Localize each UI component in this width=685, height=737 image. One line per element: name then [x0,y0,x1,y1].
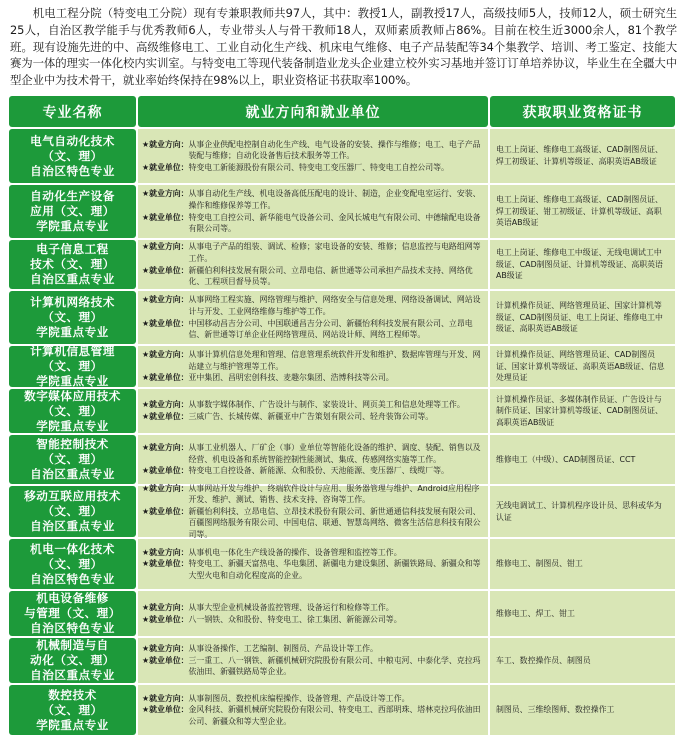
certificates-cell [490,685,675,735]
employment-direction-label: ★就业方向： [142,547,189,557]
major-name-cell [9,638,136,683]
major-name-line: 自治区特色专业 [30,621,115,635]
major-name-line: 电子信息工程 [36,242,109,256]
employment-cell [138,389,488,433]
employment-cell [138,435,488,484]
employment-unit-text: 新疆伯利科技发展有限公司、立昂电信、新世通等公司承担产品技术支持、网络优化、工程项目督导员等。 [188,265,473,287]
employment-direction-label: ★就业方向： [142,350,189,360]
employment-direction [142,139,484,162]
employment-cell [138,685,488,735]
major-name-line: 自治区重点专业 [30,519,115,533]
major-table [9,96,677,737]
employment-direction [142,349,484,372]
employment-unit [142,465,484,477]
employment-unit-label: ★就业单位： [142,373,189,383]
employment-unit [142,704,484,727]
table-row [9,685,677,735]
certificates-cell [490,389,675,433]
header-employment: 就业方向和就业单位 [138,96,488,127]
employment-direction-label: ★就业方向： [142,242,189,252]
major-name-cell [9,291,136,344]
employment-unit-label: ★就业单位： [142,559,189,569]
major-name-line: 数控技术 [48,687,97,702]
certificates-cell [490,435,675,484]
employment-direction [142,241,484,264]
certificates-text: 车工、数控操作员、制图员 [496,655,591,665]
major-name-line: 学院重点专业 [36,325,109,339]
employment-direction-text: 从事电子产品的组装、调试、检修；家电设备的安装、维修；信息监控与电路组网等工作。 [188,242,481,263]
certificates-cell [490,486,675,537]
employment-unit-text: 八一钢铁、众和股份、特变电工、徐工集团、新能源公司等。 [188,614,402,624]
major-name-line: （文、理） [42,504,103,518]
employment-cell [138,240,488,289]
employment-unit-text: 特变电工、新疆天富热电、华电集团、新疆电力建设集团、新疆铁路局、新疆众和等大型火电和自动化程度高的企业。 [188,559,481,580]
major-name-cell [9,591,136,636]
employment-cell [138,483,488,539]
table-row [9,389,677,433]
certificates-text: 维修电工、焊工、钳工 [496,608,575,618]
table-row [9,291,677,344]
employment-unit-text: 新疆怡利科技、立昂电信、立昂技术股份有限公司、新世通通信科技发展有限公司、百疆图网络服务有限公司、中国电信、联通、智慧岛网络、微客生活信息科技有限公司等。 [188,506,481,539]
table-row [9,346,677,387]
employment-unit-label: ★就业单位： [142,412,189,421]
certificates-text: 电工上岗证、维修电工高级证、CAD制图员证、焊工初级证、钳工初级证、计算机等级证、高职英语AB级证 [496,195,663,228]
certificates-cell [490,591,675,636]
table-row [9,435,677,484]
employment-cell [138,591,488,636]
employment-unit-label: ★就业单位： [142,265,189,275]
table-body [9,129,677,735]
employment-direction [142,693,484,705]
major-name-line: 学院重点专业 [36,374,109,388]
major-name-line: 电气自动化技术 [30,133,115,148]
employment-unit-text: 三威广告、长城传媒、新疆亚中广告策划有限公司、轻舟装饰公司等。 [188,412,434,421]
certificates-text: 维修电工、制图员、钳工 [496,559,583,569]
employment-direction-label: ★就业方向： [142,602,189,612]
major-name-cell [9,685,136,735]
employment-unit [142,655,484,678]
employment-direction [142,547,484,559]
employment-direction [142,643,484,655]
employment-direction-label: ★就业方向： [142,443,189,453]
table-row [9,129,677,183]
header-major-name: 专业名称 [9,96,136,127]
table-row [9,539,677,589]
employment-unit-text: 亚中集团、昌明宏创科技、麦趣尔集团、浩博科技等公司。 [188,373,394,383]
employment-cell [138,539,488,589]
major-name-line: （文、理） [42,403,103,418]
employment-unit [142,372,484,384]
major-name-line: （文、理） [42,452,103,466]
major-name-cell [9,185,136,238]
major-name-line: 自治区重点专业 [30,272,115,286]
employment-unit-label: ★就业单位： [142,162,189,172]
certificates-cell [490,346,675,387]
employment-cell [138,185,488,238]
employment-unit-text: 三一重工、八一钢铁、新疆机械研究院股份有限公司、中粮屯河、中泰化学、克拉玛依油田、新疆铁路局等企业。 [188,655,481,677]
employment-direction-label: ★就业方向： [142,644,189,654]
employment-cell [138,638,488,683]
employment-unit-label: ★就业单位： [142,506,189,516]
major-name-line: 自治区特色专业 [30,163,115,178]
employment-unit [142,162,484,174]
intro-paragraph: 机电工程分院（特变电工分院）现有专兼职教师共97人，其中：教授1人，副教授17人，高级技师5人，技师12人，硕士研究生25人，自治区教学能手与优秀教师6人，专业带头人与骨干教师18人，双师素质教师占86%。目前在校生近3000余人，81个教学班。现有设施先进的中、高级维修电工、工业自动化生产线、机床电气维修、电子产品装配等34个集教学、培训、考工鉴定、技能大赛为一体的理实一体化校内实训室。与特变电工等现代装备制造业龙头企业建立校外实习基地并签订订单培养协议，毕业生在全疆大中型企业中为技术骨干，就业率始终保持在98%以上，职业资格证书获取率100%。 [10,6,677,88]
certificates-text: 电工上岗证、维修电工中级证、无线电调试工中级证、CAD制图员证、计算机等级证、高职英语AB级证 [496,248,663,281]
certificates-text: 维修电工（中级）、CAD制图员证、CCT [496,454,636,464]
certificates-cell [490,638,675,683]
employment-unit-text: 金风科技、新疆机械研究院股份有限公司、特变电工、西部明珠、塔林克拉玛依油田公司、新疆众和等大型企业。 [188,705,481,726]
employment-direction-text: 从事设备操作、工艺编制、制图员、产品设计等工作。 [188,644,378,654]
major-name-line: 机电设备维修 [36,591,109,605]
employment-direction-label: ★就业方向： [142,693,189,703]
certificates-text: 无线电调试工、计算机程序设计员、思科或华为认证 [496,500,662,522]
major-name-line: 计算机网络技术 [30,295,115,309]
employment-unit [142,265,484,288]
certificates-cell [490,129,675,183]
major-name-line: 与管理（文、理） [24,606,121,620]
employment-unit-label: ★就业单位： [142,614,189,624]
employment-unit [142,212,484,235]
employment-direction-label: ★就业方向： [142,483,189,493]
major-name-line: 学院重点专业 [36,717,109,732]
employment-direction-text: 从事自动化生产线、机电设备高低压配电的设计、制造，企业变配电室运行、安装、操作和维修保养等工作。 [188,189,481,210]
major-name-cell [9,240,136,289]
employment-cell [138,129,488,183]
employment-direction [142,399,484,411]
major-name-line: （文、理） [42,702,103,717]
certificates-text: 计算机操作员证、网络管理员证、国家计算机等级证、CAD制图员证、电工上岗证、维修电工中级证、高职英语AB级证 [496,301,663,334]
employment-unit [142,614,484,626]
employment-unit [142,558,484,581]
table-row [9,591,677,636]
header-certificates: 获取职业资格证书 [490,96,675,127]
table-header [9,96,677,127]
employment-direction-label: ★就业方向： [142,189,189,199]
employment-direction-text: 从事机电一体化生产线设备的操作、设备管理和监控等工作。 [188,547,402,557]
employment-unit-text: 特变电工新能源股份有限公司、特变电工变压器厂、特变电工自控公司等。 [188,162,449,172]
major-name-line: 移动互联应用技术 [24,489,121,503]
major-name-line: 自治区重点专业 [30,668,115,682]
major-name-line: 智能控制技术 [36,437,109,451]
major-name-line: 自治区特色专业 [30,571,115,586]
major-name-line: （文、理） [42,148,103,163]
table-row [9,240,677,289]
employment-direction [142,442,484,465]
employment-direction-text: 从事数字媒体制作、广告设计与制作、家装设计、网页美工和信息处理等工作。 [188,400,465,410]
employment-direction [142,602,484,614]
certificates-text: 电工上岗证、维修电工高级证、CAD制图员证、焊工初级证、计算机等级证、高职英语AB级证 [496,145,663,166]
major-name-line: 学院重点专业 [36,219,109,233]
employment-unit [142,506,484,541]
major-name-line: 技术（文、理） [30,257,115,271]
major-name-line: （文、理） [42,556,103,571]
major-name-line: 机电一体化技术 [30,541,115,556]
major-name-line: （文、理） [42,359,103,373]
employment-unit-label: ★就业单位： [142,655,189,665]
major-name-line: 应用（文、理） [30,204,115,218]
employment-direction [142,294,484,317]
employment-cell [138,346,488,387]
certificates-cell [490,539,675,589]
employment-direction-text: 从事企业供配电控制自动化生产线、电气设备的安装、操作与维修；电工、电子产品装配与维修；自动化设备售后技术服务等工作。 [188,139,481,161]
major-name-line: 自动化生产设备 [30,189,115,203]
certificates-cell [490,240,675,289]
major-name-line: 学院重点专业 [36,418,109,433]
major-name-cell [9,346,136,387]
major-name-cell [9,486,136,537]
employment-direction-label: ★就业方向： [142,139,189,149]
major-name-line: 数字媒体应用技术 [24,388,121,403]
employment-unit-label: ★就业单位： [142,318,189,328]
certificates-cell [490,291,675,344]
employment-unit-label: ★就业单位： [142,466,189,476]
employment-direction [142,188,484,211]
major-name-line: 计算机信息管理 [30,344,115,358]
employment-direction-text: 从事工业机器人、厂矿企（事）业单位等智能化设备的维护、调度、装配、销售以及经营、机电设备和系统智能控制性能测试、集成、传感网络实施等工作。 [188,443,481,464]
employment-unit [142,318,484,341]
table-row [9,185,677,238]
major-name-cell [9,539,136,589]
employment-direction-text: 从事制图员、数控机床编程操作、设备管理、产品设计等工作。 [188,693,410,703]
employment-direction-text: 从事网站开发与维护、终端软件设计与应用、服务器管理与维护、Android应用程序开发、维护、测试、销售、技术支持、咨询等工作。 [188,483,480,505]
major-name-line: 机械制造与自 [36,638,109,652]
major-name-cell [9,389,136,433]
certificates-text: 计算机操作员证、多媒体制作员证、广告设计与制作员证、国家计算机等级证、CAD制图员证、高职英语AB级证 [496,394,663,427]
employment-direction-label: ★就业方向： [142,295,189,305]
employment-direction-text: 从事网络工程实施、网络管理与维护、网络安全与信息处理、网络设备调试、网站设计与开发、工业网络维修与维护等工作。 [188,295,481,316]
employment-direction-text: 从事大型企业机械设备监控管理、设备运行和检修等工作。 [188,602,394,612]
table-row [9,638,677,683]
employment-direction-label: ★就业方向： [142,400,189,410]
major-name-cell [9,129,136,183]
major-name-cell [9,435,136,484]
employment-direction [142,483,484,506]
employment-unit [142,411,484,423]
major-name-line: 自治区重点专业 [30,467,115,481]
employment-unit-label: ★就业单位： [142,212,189,222]
employment-unit-label: ★就业单位： [142,705,189,715]
certificates-cell [490,185,675,238]
employment-cell [138,291,488,344]
employment-unit-text: 特变电工自控公司、新华能电气设备公司、金风长城电气有限公司、中德输配电设备有限公司等。 [188,212,481,234]
certificates-text: 制图员、三维绘图师、数控操作工 [496,705,615,715]
major-name-line: （文、理） [42,310,103,324]
employment-unit-text: 中国移动昌吉分公司、中国联通昌吉分公司、新疆怡利科技发展有限公司、立昂电信、新世通等订单企业任网络管理员、网站设计师、网络工程师等。 [188,318,473,340]
employment-unit-text: 特变电工自控设备、新能源、众和股份、天池能源、变压器厂、线缆厂等。 [188,466,449,476]
certificates-text: 计算机操作员证、网络管理员证、CAD制图员证、国家计算机等级证、高职英语AB级证、信息处理员证 [496,350,665,383]
employment-direction-text: 从事计算机信息处理和管理、信息管理系统软件开发和维护、数据库管理与开发、网站建立与维护管理等工作。 [188,350,481,371]
major-name-line: 动化（文、理） [30,653,115,667]
table-row [9,483,677,539]
